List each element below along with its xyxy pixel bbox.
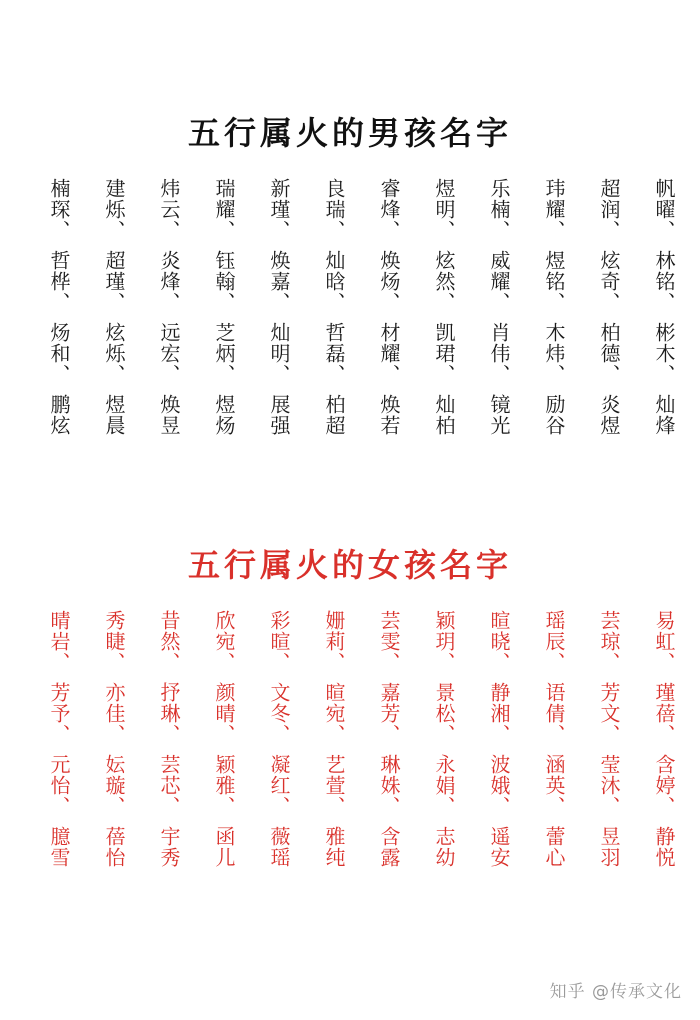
name-entry: 秀睫、 bbox=[102, 610, 126, 673]
boys-name-column bbox=[44, 178, 72, 466]
name-entry: 威耀、 bbox=[487, 250, 511, 313]
name-entry: 抒琳、 bbox=[157, 682, 181, 745]
name-entry: 昱羽 bbox=[597, 826, 621, 868]
girls-name-column bbox=[209, 610, 237, 898]
name-entry: 乐楠、 bbox=[487, 178, 511, 241]
name-entry: 文冬、 bbox=[267, 682, 291, 745]
name-entry: 嘉芳、 bbox=[377, 682, 401, 745]
girls-name-column bbox=[429, 610, 457, 898]
name-entry: 建烁、 bbox=[102, 178, 126, 241]
boys-name-column bbox=[209, 178, 237, 466]
name-entry: 炀和、 bbox=[47, 322, 71, 385]
boys-name-column bbox=[539, 178, 567, 466]
name-entry: 永娟、 bbox=[432, 754, 456, 817]
girls-name-column bbox=[484, 610, 512, 898]
name-entry: 超润、 bbox=[597, 178, 621, 241]
name-entry: 励谷 bbox=[542, 394, 566, 436]
name-entry: 林铭、 bbox=[652, 250, 676, 313]
girls-name-column bbox=[649, 610, 677, 898]
girls-name-column bbox=[154, 610, 182, 898]
name-entry: 颖雅、 bbox=[212, 754, 236, 817]
name-entry: 炜云、 bbox=[157, 178, 181, 241]
name-entry: 语倩、 bbox=[542, 682, 566, 745]
boys-name-column bbox=[374, 178, 402, 466]
name-entry: 焕炀、 bbox=[377, 250, 401, 313]
name-entry: 鹏炫 bbox=[47, 394, 71, 436]
name-entry: 含露 bbox=[377, 826, 401, 868]
name-entry: 煜炀 bbox=[212, 394, 236, 436]
name-entry: 展强 bbox=[267, 394, 291, 436]
name-entry: 彬木、 bbox=[652, 322, 676, 385]
name-entry: 含婷、 bbox=[652, 754, 676, 817]
name-entry: 芸芯、 bbox=[157, 754, 181, 817]
name-entry: 哲桦、 bbox=[47, 250, 71, 313]
name-entry: 蕾心 bbox=[542, 826, 566, 868]
girls-name-column bbox=[594, 610, 622, 898]
name-entry: 柏德、 bbox=[597, 322, 621, 385]
name-entry: 哲磊、 bbox=[322, 322, 346, 385]
girls-name-column bbox=[99, 610, 127, 898]
boys-name-column bbox=[319, 178, 347, 466]
name-entry: 炫然、 bbox=[432, 250, 456, 313]
name-entry: 芳文、 bbox=[597, 682, 621, 745]
name-entry: 函儿 bbox=[212, 826, 236, 868]
name-entry: 莹沐、 bbox=[597, 754, 621, 817]
girls-name-column bbox=[374, 610, 402, 898]
name-entry: 姗莉、 bbox=[322, 610, 346, 673]
name-entry: 炫奇、 bbox=[597, 250, 621, 313]
name-entry: 煜铭、 bbox=[542, 250, 566, 313]
name-entry: 静悦 bbox=[652, 826, 676, 868]
boys-name-column bbox=[594, 178, 622, 466]
name-entry: 芳予、 bbox=[47, 682, 71, 745]
name-entry: 静湘、 bbox=[487, 682, 511, 745]
name-entry: 昔然、 bbox=[157, 610, 181, 673]
boys-name-column bbox=[264, 178, 292, 466]
name-entry: 志幼 bbox=[432, 826, 456, 868]
name-entry: 凯珺、 bbox=[432, 322, 456, 385]
name-entry: 波娥、 bbox=[487, 754, 511, 817]
name-entry: 琳姝、 bbox=[377, 754, 401, 817]
name-entry: 煜晨 bbox=[102, 394, 126, 436]
girls-name-column bbox=[319, 610, 347, 898]
name-entry: 超瑾、 bbox=[102, 250, 126, 313]
name-entry: 薇瑶 bbox=[267, 826, 291, 868]
name-entry: 易虹、 bbox=[652, 610, 676, 673]
name-entry: 远宏、 bbox=[157, 322, 181, 385]
name-entry: 灿柏 bbox=[432, 394, 456, 436]
name-entry: 艺萱、 bbox=[322, 754, 346, 817]
name-entry: 瑶辰、 bbox=[542, 610, 566, 673]
name-entry: 焕若 bbox=[377, 394, 401, 436]
name-entry: 煜明、 bbox=[432, 178, 456, 241]
name-entry: 宇秀 bbox=[157, 826, 181, 868]
name-entry: 新瑾、 bbox=[267, 178, 291, 241]
name-entry: 肖伟、 bbox=[487, 322, 511, 385]
watermark: 知乎 @传承文化 bbox=[549, 982, 682, 1002]
name-entry: 暄晓、 bbox=[487, 610, 511, 673]
name-entry: 钰翰、 bbox=[212, 250, 236, 313]
girls-name-column bbox=[44, 610, 72, 898]
boys-name-column bbox=[649, 178, 677, 466]
name-entry: 彩暄、 bbox=[267, 610, 291, 673]
name-entry: 炫烁、 bbox=[102, 322, 126, 385]
name-entry: 颜晴、 bbox=[212, 682, 236, 745]
name-entry: 亦佳、 bbox=[102, 682, 126, 745]
name-entry: 灿烽 bbox=[652, 394, 676, 436]
name-entry: 镜光 bbox=[487, 394, 511, 436]
name-entry: 遥安 bbox=[487, 826, 511, 868]
name-entry: 晴岩、 bbox=[47, 610, 71, 673]
boys-name-column bbox=[154, 178, 182, 466]
name-entry: 玮耀、 bbox=[542, 178, 566, 241]
name-entry: 焕昱 bbox=[157, 394, 181, 436]
name-entry: 楠琛、 bbox=[47, 178, 71, 241]
boys-section-title: 五行属火的男孩名字 bbox=[187, 114, 512, 152]
name-entry: 欣宛、 bbox=[212, 610, 236, 673]
name-entry: 柏超 bbox=[322, 394, 346, 436]
name-entry: 瑞耀、 bbox=[212, 178, 236, 241]
name-entry: 炎烽、 bbox=[157, 250, 181, 313]
name-entry: 芸雯、 bbox=[377, 610, 401, 673]
boys-name-column bbox=[484, 178, 512, 466]
name-entry: 涵英、 bbox=[542, 754, 566, 817]
boys-name-column bbox=[429, 178, 457, 466]
name-entry: 凝红、 bbox=[267, 754, 291, 817]
name-entry: 颖玥、 bbox=[432, 610, 456, 673]
name-entry: 材耀、 bbox=[377, 322, 401, 385]
name-entry: 蓓怡 bbox=[102, 826, 126, 868]
name-entry: 景松、 bbox=[432, 682, 456, 745]
name-entry: 瑾蓓、 bbox=[652, 682, 676, 745]
name-entry: 暄宛、 bbox=[322, 682, 346, 745]
name-entry: 木炜、 bbox=[542, 322, 566, 385]
name-entry: 帆曜、 bbox=[652, 178, 676, 241]
girls-section-title: 五行属火的女孩名字 bbox=[187, 546, 512, 584]
boys-name-column bbox=[99, 178, 127, 466]
name-entry: 良瑞、 bbox=[322, 178, 346, 241]
name-entry: 炎煜 bbox=[597, 394, 621, 436]
name-entry: 元怡、 bbox=[47, 754, 71, 817]
girls-name-column bbox=[539, 610, 567, 898]
name-entry: 灿明、 bbox=[267, 322, 291, 385]
name-entry: 芸琼、 bbox=[597, 610, 621, 673]
name-entry: 灿晗、 bbox=[322, 250, 346, 313]
girls-name-column bbox=[264, 610, 292, 898]
name-entry: 芝炳、 bbox=[212, 322, 236, 385]
name-entry: 臆雪 bbox=[47, 826, 71, 868]
name-entry: 妘璇、 bbox=[102, 754, 126, 817]
name-entry: 睿烽、 bbox=[377, 178, 401, 241]
name-entry: 焕嘉、 bbox=[267, 250, 291, 313]
name-entry: 雅纯 bbox=[322, 826, 346, 868]
